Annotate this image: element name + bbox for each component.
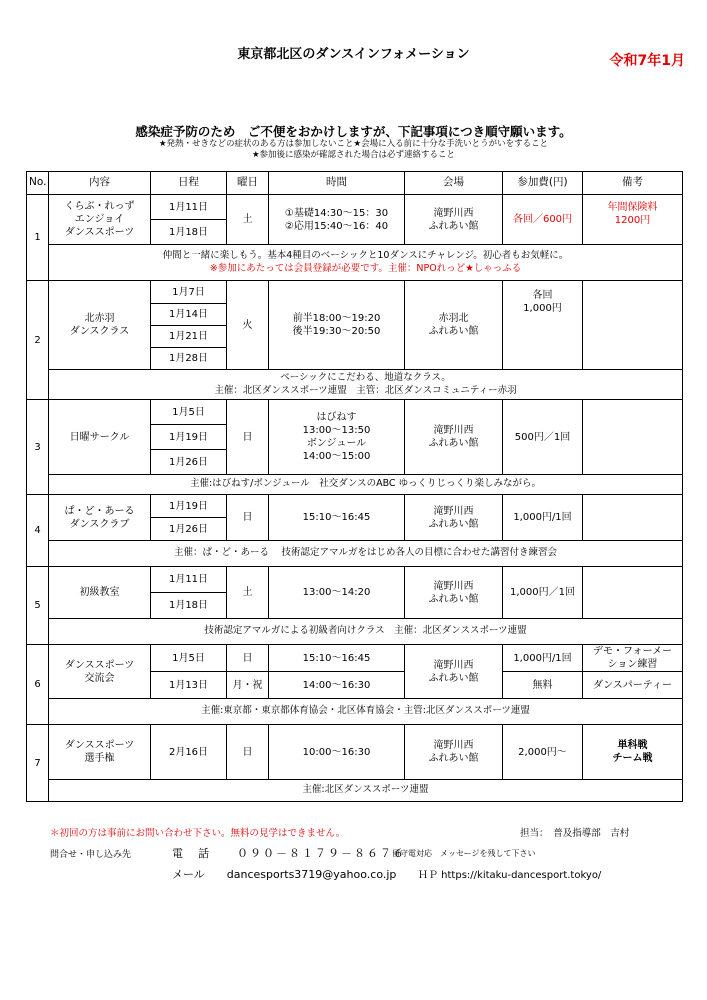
event-name: 初級教室: [49, 567, 151, 619]
event-number: 7: [27, 725, 49, 802]
event-date: 1月5日: [151, 645, 227, 672]
issue-date: 令和7年1月: [609, 53, 685, 69]
notice-line-2: ★参加後に感染が確認された場合は必ず連絡すること: [251, 150, 456, 160]
event-date: 1月26日: [151, 450, 227, 475]
event-description: 主催:北区ダンススポーツ連盟: [49, 780, 683, 802]
event-weekday: 日: [227, 495, 269, 541]
event-number: 4: [27, 495, 49, 567]
table-row: [27, 475, 683, 495]
event-name: 日曜サークル: [49, 400, 151, 475]
table-header-row: [27, 172, 683, 195]
event-fee: 各回／600円: [503, 195, 583, 245]
homepage-url: ＨＰ https://kitaku-dancesport.tokyo/: [418, 870, 602, 881]
event-weekday: 月・祝: [227, 672, 269, 699]
event-fee: 500円／1回: [503, 400, 583, 475]
event-date: 2月16日: [151, 725, 227, 780]
event-date: 1月18日: [151, 220, 227, 245]
contact-label: 問合せ・申し込み先: [50, 850, 132, 860]
table-row: [27, 725, 683, 780]
table-row: [27, 780, 683, 802]
event-remarks: [583, 567, 683, 619]
event-weekday: 日: [227, 400, 269, 475]
event-weekday: 日: [227, 725, 269, 780]
event-description: 主催:東京都・東京都体育協会・北区体育協会・主管:北区ダンススポーツ連盟: [49, 699, 683, 725]
col-header-time: 時間: [269, 172, 405, 195]
event-date: 1月26日: [151, 518, 227, 541]
event-date: 1月11日: [151, 567, 227, 593]
event-number: 6: [27, 645, 49, 725]
event-name: ダンススポーツ 交流会: [49, 645, 151, 699]
event-venue: 滝野川西 ふれあい館: [405, 645, 503, 699]
email-address: メール dancesports3719@yahoo.co.jp: [172, 868, 397, 881]
event-date: 1月14日: [151, 304, 227, 326]
event-venue: 赤羽北 ふれあい館: [405, 281, 503, 370]
event-weekday: 火: [227, 281, 269, 370]
event-date: 1月11日: [151, 195, 227, 220]
event-number: 3: [27, 400, 49, 495]
notice-line-1: ★発熱・せきなどの症状のある方は参加しないこと★会場に入る前に十分な手洗いとうがいをすること: [158, 139, 549, 149]
event-date: 1月13日: [151, 672, 227, 699]
event-venue: 滝野川西 ふれあい館: [405, 495, 503, 541]
event-description: 仲間と一緒に楽しもう。基本4種目のベーシックと10ダンスにチャレンジ。初心者もお気軽に。 ※参加にあたっては会員登録が必要です。主催：NPOれっど★しゃっふる: [49, 245, 683, 281]
table-row: [27, 245, 683, 281]
phone-number: 電 話 ０９０－８１７９－８６７６: [172, 847, 406, 860]
event-time: 15:10～16:45: [269, 645, 405, 672]
event-time: 13:00～14:20: [269, 567, 405, 619]
table-row: [27, 619, 683, 645]
event-description: ベーシックにこだわる、地道なクラス。 主催：北区ダンススポーツ連盟 主管：北区ダンスコミュニティー赤羽: [49, 370, 683, 400]
event-venue: 滝野川西 ふれあい館: [405, 567, 503, 619]
event-date: 1月28日: [151, 348, 227, 370]
event-fee: 1,000円／1回: [503, 567, 583, 619]
page-title: 東京都北区のダンスインフォメーション: [237, 47, 470, 62]
event-remarks: [583, 495, 683, 541]
event-date: 1月21日: [151, 326, 227, 348]
event-name: ダンススポーツ 選手権: [49, 725, 151, 780]
event-name: ぱ・ど・あーる ダンスクラブ: [49, 495, 151, 541]
table-row: [27, 495, 683, 518]
event-fee: 1,000円/1回: [503, 645, 583, 672]
event-remarks: [583, 281, 683, 370]
staff-contact: 担当： 普及指導部 吉村: [520, 828, 630, 839]
event-time: 15:10～16:45: [269, 495, 405, 541]
col-header-venue: 会場: [405, 172, 503, 195]
col-header-fee: 参加費(円): [503, 172, 583, 195]
event-date: 1月18日: [151, 593, 227, 619]
event-date: 1月19日: [151, 425, 227, 450]
schedule-table: [26, 171, 683, 802]
event-weekday: 土: [227, 567, 269, 619]
event-description: 技術認定アマルガによる初級者向けクラス 主催：北区ダンススポーツ連盟: [49, 619, 683, 645]
event-venue: 滝野川西 ふれあい館: [405, 400, 503, 475]
col-header-remarks: 備考: [583, 172, 683, 195]
event-description: 主催：ぱ・ど・あーる 技術認定アマルガをはじめ各人の目標に合わせた講習付き練習会: [49, 541, 683, 567]
table-row: [27, 281, 683, 304]
table-row: [27, 400, 683, 425]
event-time: 10:00～16:30: [269, 725, 405, 780]
event-time: ①基礎14:30～15：30 ②応用15:40～16：40: [269, 195, 405, 245]
event-number: 5: [27, 567, 49, 645]
event-time: 14:00～16:30: [269, 672, 405, 699]
event-fee: 1,000円/1回: [503, 495, 583, 541]
table-row: [27, 645, 683, 672]
event-weekday: 土: [227, 195, 269, 245]
event-date: 1月7日: [151, 281, 227, 304]
col-header-no: No.: [27, 172, 49, 195]
event-venue: 滝野川西 ふれあい館: [405, 195, 503, 245]
event-remarks: [583, 400, 683, 475]
event-venue: 滝野川西 ふれあい館: [405, 725, 503, 780]
table-row: [27, 567, 683, 593]
col-header-weekday: 曜日: [227, 172, 269, 195]
event-fee: 各回 1,000円: [503, 281, 583, 370]
event-remarks: ダンスパーティー: [583, 672, 683, 699]
event-remarks: 年間保険料 1200円: [583, 195, 683, 245]
notice-heading: 感染症予防のため ご不便をおかけしますが、下記事項につき順守願います。: [135, 124, 572, 139]
event-remarks: デモ・フォーメー ション練習: [583, 645, 683, 672]
event-date: 1月19日: [151, 495, 227, 518]
first-time-note: ＊初回の方は事前にお問い合わせ下さい。無料の見学はできません。: [50, 828, 346, 839]
phone-note: 留守電対応 メッセージを残して下さい: [392, 849, 536, 858]
col-header-schedule: 日程: [151, 172, 227, 195]
event-date: 1月5日: [151, 400, 227, 425]
table-row: [27, 541, 683, 567]
event-fee: 無料: [503, 672, 583, 699]
event-fee: 2,000円～: [503, 725, 583, 780]
table-row: [27, 699, 683, 725]
event-description: 主催:はびねす/ボンジュール 社交ダンスのABC ゆっくりじっくり楽しみながら。: [49, 475, 683, 495]
event-name: 北赤羽 ダンスクラス: [49, 281, 151, 370]
event-time: はびねす 13:00～13:50 ボンジュール 14:00～15:00: [269, 400, 405, 475]
event-time: 前半18:00～19:20 後半19:30～20:50: [269, 281, 405, 370]
col-header-content: 内容: [49, 172, 151, 195]
table-row: [27, 195, 683, 220]
event-number: 1: [27, 195, 49, 281]
event-name: くらぶ・れっず エンジョイ ダンススポーツ: [49, 195, 151, 245]
event-remarks: 単科戦 チーム戦: [583, 725, 683, 780]
table-row: [27, 370, 683, 400]
event-weekday: 日: [227, 645, 269, 672]
event-number: 2: [27, 281, 49, 400]
